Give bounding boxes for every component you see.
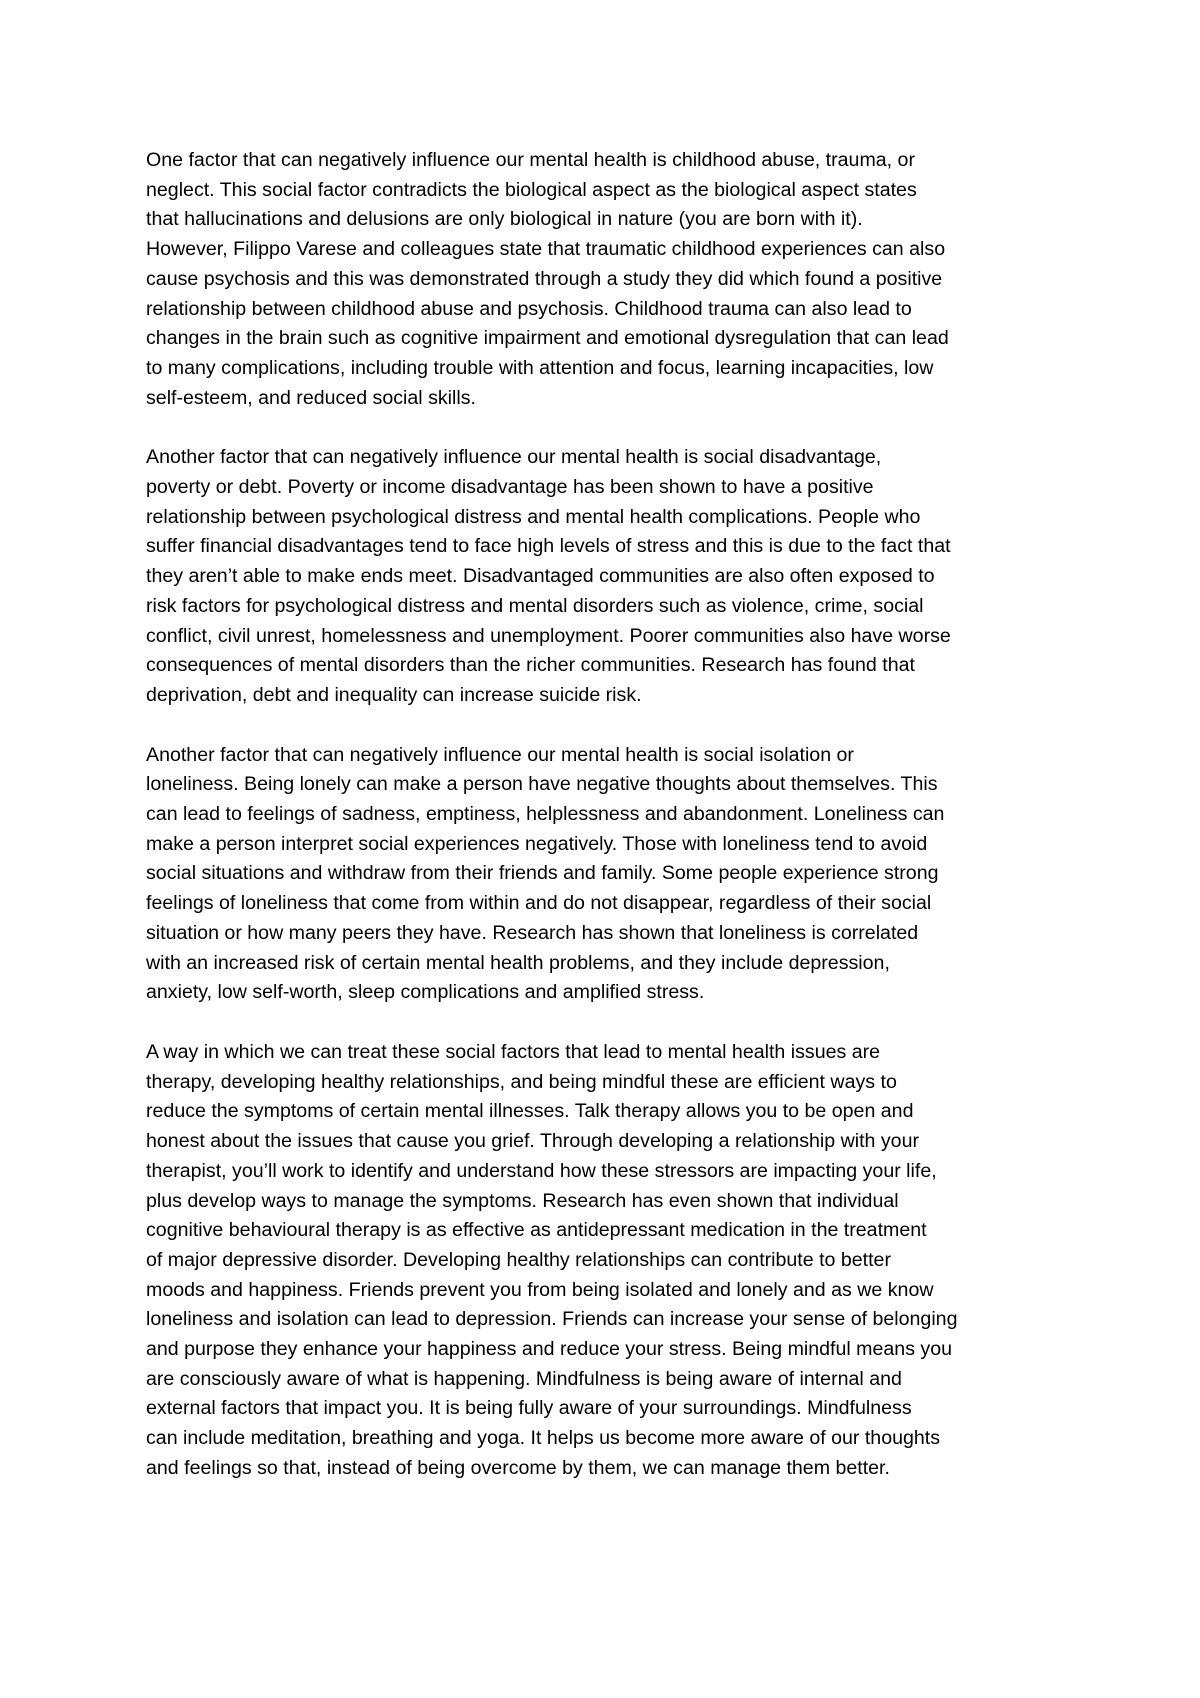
text-line: relationship between childhood abuse and psychosis. Childhood trauma can also lead to xyxy=(146,297,912,320)
text-line: poverty or debt. Poverty or income disadvantage has been shown to have a positive xyxy=(146,476,874,499)
text-line: relationship between psychological distress and mental health complications. People who xyxy=(146,505,921,528)
text-line: plus develop ways to manage the symptoms. Research has even shown that individual xyxy=(146,1189,899,1212)
text-line: self-esteem, and reduced social skills. xyxy=(146,386,476,409)
paragraph-3 xyxy=(146,741,1066,1008)
text-line: conflict, civil unrest, homelessness and unemployment. Poorer communities also have worse xyxy=(146,624,951,647)
text-line: deprivation, debt and inequality can increase suicide risk. xyxy=(146,683,642,706)
text-line: neglect. This social factor contradicts the biological aspect as the biological aspect states xyxy=(146,178,917,201)
text-line: of major depressive disorder. Developing healthy relationships can contribute to better xyxy=(146,1248,891,1271)
text-line: However, Filippo Varese and colleagues state that traumatic childhood experiences can also xyxy=(146,238,946,261)
text-line: risk factors for psychological distress and mental disorders such as violence, crime, social xyxy=(146,594,924,617)
paragraph-1 xyxy=(146,146,1066,413)
text-line: can include meditation, breathing and yoga. It helps us become more aware of our thoughts xyxy=(146,1427,941,1450)
text-line: feelings of loneliness that come from within and do not disappear, regardless of their social xyxy=(146,892,932,915)
text-line: cognitive behavioural therapy is as effective as antidepressant medication in the treatment xyxy=(146,1219,927,1242)
text-line: therapy, developing healthy relationships, and being mindful these are efficient ways to xyxy=(146,1070,897,1093)
text-line: and feelings so that, instead of being overcome by them, we can manage them better. xyxy=(146,1456,890,1479)
text-line: therapist, you’ll work to identify and understand how these stressors are impacting your life, xyxy=(146,1159,937,1182)
paragraph-2 xyxy=(146,443,1066,710)
text-line: loneliness and isolation can lead to depression. Friends can increase your sense of belonging xyxy=(146,1308,958,1331)
text-line: changes in the brain such as cognitive impairment and emotional dysregulation that can lead xyxy=(146,327,949,350)
text-line: honest about the issues that cause you grief. Through developing a relationship with your xyxy=(146,1130,919,1153)
text-line: cause psychosis and this was demonstrated through a study they did which found a positive xyxy=(146,267,943,290)
text-line: they aren’t able to make ends meet. Disadvantaged communities are also often exposed to xyxy=(146,565,935,588)
text-line: that hallucinations and delusions are only biological in nature (you are born with it). xyxy=(146,208,863,231)
text-line: moods and happiness. Friends prevent you from being isolated and lonely and as we know xyxy=(146,1278,934,1301)
text-line: Another factor that can negatively influence our mental health is social disadvantage, xyxy=(146,446,882,469)
text-line: Another factor that can negatively influence our mental health is social isolation or xyxy=(146,743,854,766)
text-line: social situations and withdraw from their friends and family. Some people experience strong xyxy=(146,862,939,885)
text-line: situation or how many peers they have. Research has shown that loneliness is correlated xyxy=(146,921,919,944)
text-line: external factors that impact you. It is being fully aware of your surroundings. Mindfulness xyxy=(146,1397,912,1420)
text-line: A way in which we can treat these social factors that lead to mental health issues are xyxy=(146,1040,881,1063)
text-line: are consciously aware of what is happening. Mindfulness is being aware of internal and xyxy=(146,1367,902,1390)
text-line: suffer financial disadvantages tend to face high levels of stress and this is due to the fact that xyxy=(146,535,951,558)
text-line: with an increased risk of certain mental health problems, and they include depression, xyxy=(146,951,890,974)
text-line: can lead to feelings of sadness, emptiness, helplessness and abandonment. Loneliness can xyxy=(146,803,945,826)
text-line: anxiety, low self-worth, sleep complications and amplified stress. xyxy=(146,981,705,1004)
text-line: to many complications, including trouble with attention and focus, learning incapacities, low xyxy=(146,356,934,379)
text-line: make a person interpret social experiences negatively. Those with loneliness tend to avoid xyxy=(146,832,928,855)
text-line: and purpose they enhance your happiness and reduce your stress. Being mindful means you xyxy=(146,1338,953,1361)
text-line: reduce the symptoms of certain mental illnesses. Talk therapy allows you to be open and xyxy=(146,1100,914,1123)
text-line: One factor that can negatively influence our mental health is childhood abuse, trauma, or xyxy=(146,149,915,171)
paragraph-4 xyxy=(146,1038,1066,1484)
document-body xyxy=(146,146,1066,1514)
text-line: loneliness. Being lonely can make a person have negative thoughts about themselves. This xyxy=(146,773,938,796)
text-line: consequences of mental disorders than the richer communities. Research has found that xyxy=(146,654,915,677)
